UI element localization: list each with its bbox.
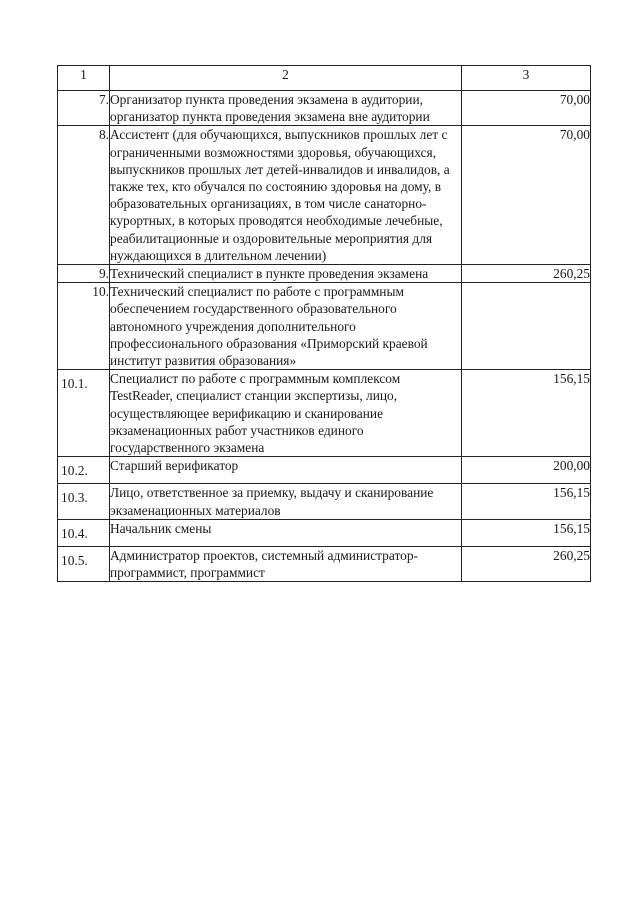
row-number: 10.: [58, 283, 110, 370]
row-position: Организатор пункта проведения экзамена в аудитории, организатор пункта проведения экзамена вне аудитории: [110, 91, 462, 126]
row-number: 7.: [58, 91, 110, 126]
table-row: [58, 370, 591, 457]
row-number: 10.3.: [58, 484, 110, 519]
table-row: [58, 547, 591, 582]
row-rate: 156,15: [462, 370, 591, 457]
table-row: [58, 283, 591, 370]
header-col-1: 1: [58, 66, 110, 91]
row-rate: 70,00: [462, 91, 591, 126]
row-rate: 260,25: [462, 547, 591, 582]
header-col-2: 2: [110, 66, 462, 91]
table-row: [58, 484, 591, 519]
row-number: 9.: [58, 265, 110, 283]
row-number: 10.2.: [58, 457, 110, 484]
row-number: 8.: [58, 126, 110, 265]
row-position: Администратор проектов, системный администратор-программист, программист: [110, 547, 462, 582]
row-position: Лицо, ответственное за приемку, выдачу и сканирование экзаменационных материалов: [110, 484, 462, 519]
table-row: [58, 265, 591, 283]
row-position: Технический специалист по работе с программным обеспечением государственного образовательного автономного учреждения дополнительного профессионального образования «Приморский краевой институт развития образования»: [110, 283, 462, 370]
row-rate: 156,15: [462, 519, 591, 546]
row-position: Начальник смены: [110, 519, 462, 546]
row-rate: [462, 283, 591, 370]
row-rate: 260,25: [462, 265, 591, 283]
row-position: Специалист по работе с программным комплексом TestReader, специалист станции экспертизы, лицо, осуществляющее верификацию и сканирование экзаменационных работ участников единого государственного экзамена: [110, 370, 462, 457]
row-number: 10.1.: [58, 370, 110, 457]
row-rate: 70,00: [462, 126, 591, 265]
header-col-3: 3: [462, 66, 591, 91]
row-position: Старший верификатор: [110, 457, 462, 484]
rates-table: [57, 65, 591, 582]
row-position: Ассистент (для обучающихся, выпускников прошлых лет с ограниченными возможностями здоровья, обучающихся, выпускников прошлых лет детей-инвалидов и инвалидов, а также тех, кто обучался по состоянию здоровья на дому, в образовательных организациях, в том числе санаторно-курортных, в которых проводятся необходимые лечебные, реабилитационные и оздоровительные мероприятия для нуждающихся в длительном лечении): [110, 126, 462, 265]
row-rate: 200,00: [462, 457, 591, 484]
row-number: 10.4.: [58, 519, 110, 546]
row-rate: 156,15: [462, 484, 591, 519]
table-header-row: [58, 66, 591, 91]
row-position: Технический специалист в пункте проведения экзамена: [110, 265, 462, 283]
table-row: [58, 519, 591, 546]
table-row: [58, 91, 591, 126]
table-row: [58, 457, 591, 484]
row-number: 10.5.: [58, 547, 110, 582]
table-row: [58, 126, 591, 265]
